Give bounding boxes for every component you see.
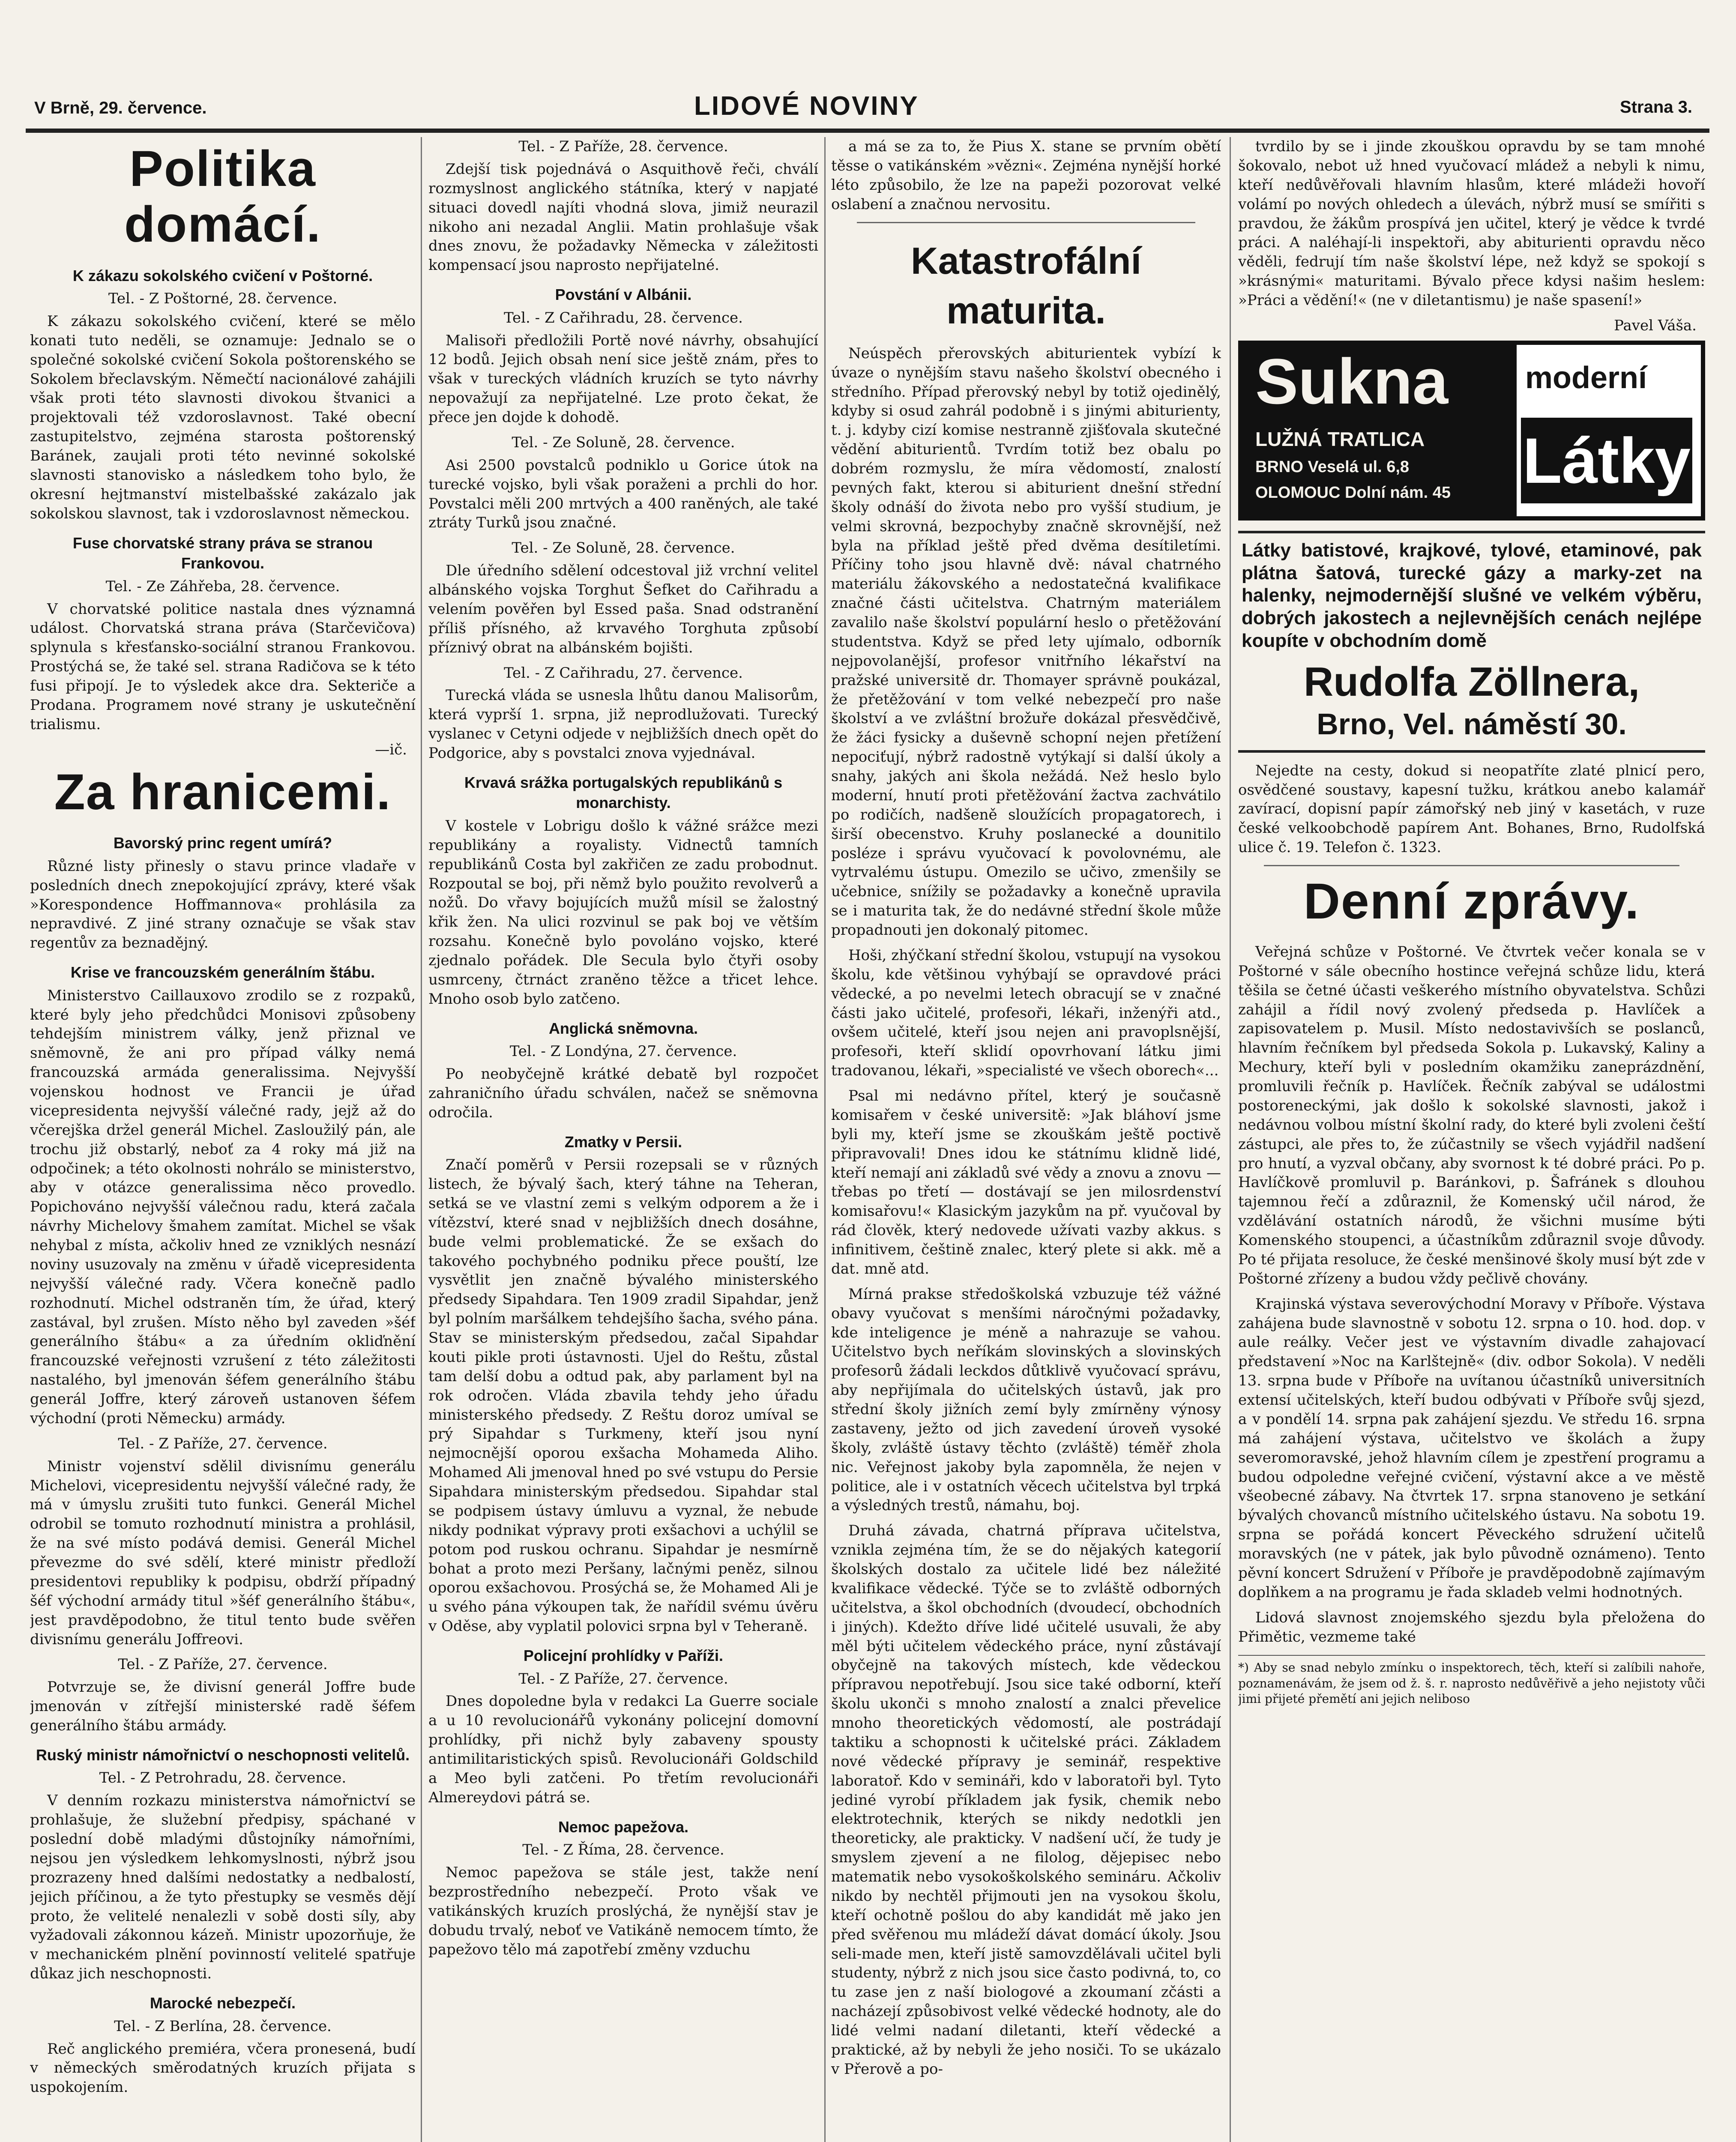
article-title: Ruský ministr námořnictví o neschopnosti velitelů. <box>36 1746 410 1764</box>
divider <box>1264 865 1679 866</box>
article-title: Nemoc papežova. <box>558 1818 689 1836</box>
advert-firm-address: Brno, Vel. náměstí 30. <box>1317 707 1627 741</box>
article-body: Různé listy přinesly o stavu prince vladaře v posledních dnech znepokojující zprávy, které však »Korespondence Hoffmannova« prohlásila za nepravdivé. Z jiné strany označuje se však stav regentův za beznadějný. <box>30 857 416 952</box>
page-header <box>26 90 1709 133</box>
article-dateline: Tel. - Z Paříže, 27. července. <box>118 1656 328 1673</box>
advert-latky: Látky <box>1521 418 1692 503</box>
section-title-za-hranicemi: Za hranicemi. <box>54 763 392 820</box>
article-body: Mírná prakse středoškolská vzbuzuje též vážné obavy vyučovat s menšími náročnými požadavky, kde inteligence je méně a nahrazuje se vahou. Učitelstvo bych neříkám slovinských a slovinských profesorů žádali leckdos důtklivě vyučovací správu, aby nepřijímala do učitelských ústavů, jak pro střední školy jižních zemí byly zmírněny výnosy zastaveny, ježto od jich zavedení úroveň vysoké školy, zvláště ústavy těchto (zvláště) téměř zhola nic. Veřejnost jakoby byla zapomněla, že nejen v politice, ale i v ostatních věcech učitelstva byl trpká a výsledných trestů, námahu, boj. <box>831 1285 1221 1514</box>
footnote: *) Aby se snad nebylo zmínku o inspektorech, těch, kteří si zalíbili nahoře, poznamenávám, že jsem od ž. š. r. naprosto nedůvěřivě a jeho nejistoty vůči jimi přijeté přemětí ani jejich neliboso <box>1238 1655 1705 1707</box>
article-body: a má se za to, že Pius X. stane se prvním obětí těsse o vatikánském »vězni«. Zejména nynější horké léto způsobilo, že lze na papeži pozorovat velké oslabení a značnou nervositu. <box>831 138 1221 213</box>
column-4 <box>1238 137 1705 2142</box>
section-title-denni-zpravy: Denní zprávy. <box>1303 873 1640 930</box>
article-dateline: Tel. - Ze Soluně, 28. července. <box>512 434 735 451</box>
article-body: Po neobyčejně krátké debatě byl rozpočet zahraničního úřadu schválen, načež se sněmovna odročila. <box>428 1065 818 1121</box>
advert-text: Látky batistové, krajkové, tylové, etaminové, pak plátna šatová, turecké gázy a marky-zet na halenky, nejmodernější slušné ve velkém výběru, dobrých jakostech a nejlevnějších cenách nejlépe koupíte v obchodním domě <box>1242 539 1702 651</box>
advert-bohanes: Nejedte na cesty, dokud si neopatříte zlaté plnicí pero, osvědčené soustavy, kapesní tužku, krátkou anebo kalamář zavírací, dopisní papír zámořský neb jiný v kasetách, v ruze české velkoobchodě papírem Ant. Bohanes, Brno, Rudolfská ulice č. 19. Telefon č. 1323. <box>1238 762 1705 856</box>
article-body: V chorvatské politice nastala dnes významná událost. Chorvatská strana práva (Starčevičova) splynula s křesťansko-sociální stranou Frankovou. Prostýchá se, že také sel. strana Radičova se k této fusi připojí. Je to výsledek akce dra. Sekteriče a Prodana. Programem nové strany je uskutečnění trialismu. <box>30 600 416 733</box>
article-body: Psal mi nedávno přítel, který je současně komisařem v české universitě: »Jak bláhoví jsme byli my, kteří jsme se zkouškám ještě poctivě připravovali! Dnes idou ke státnímu klidně lidé, kteří nemají ani základů své vědy a znovu a znovu — třebas po třetí — dostávají se jen milosrdenství komisařovu!« Klasickým jazykům na př. vyučoval by rád člověk, který nedovede užívati vazby akkus. s infinitivem, češtině znalec, který plete si akk. mě a dat. mně atd. <box>831 1087 1221 1277</box>
article-body: Hoši, zhýčkaní střední školou, vstupují na vysokou školu, kde většinou vyhýbají se opravdové práci vědecké, a po nevelmi letech obracují se v značné části jako učitelé, profesoři, lékaři, inženýři atd., ovšem učitelé, kteří jsou nejen ani pravoplsnější, profesoři, kteří sklidí opovrhovaní látku jimi tradovanou, lékaři, »specialisté ve všech oborech«... <box>831 946 1221 1080</box>
column-1 <box>30 137 416 2142</box>
article-signature: —ič. <box>375 741 407 758</box>
article-body: tvrdilo by se i jinde zkouškou opravdu by se tam mnohé šokovalo, nebot už hned vyučovací mládež a nebyli k nimu, kteří nedůvěřovali hlavním hlasům, které mládeži hovoří volámí po nových ohledech a úlevách, nýbrž musí se smířiti s pravdou, že žákům prospívá jen učitel, který je vědce k tvrdé práci. A naléhají-li inspektoři, aby abiturienti opravdu něco věděli, fedrují tím naše školství lépe, než když se spokojí s »krásnými« maturitami. Bývalo přece kdysi našim heslem: »Práci a vědění!« (ne v diletantismu) je naše spasení!» <box>1238 138 1705 309</box>
article-title: K zákazu sokolského cvičení v Poštorné. <box>72 266 373 284</box>
article-dateline: Tel. - Ze Soluně, 28. července. <box>512 539 735 557</box>
article-body: Asi 2500 povstalců podniklo u Gorice útok na turecké vojsko, byli však poraženi a prchli do hor. Povstalci měli 200 mrtvých a 400 raněných, ale také ztráty Turků jsou značné. <box>428 456 818 532</box>
article-dateline: Tel. - Z Paříže, 28. července. <box>518 138 728 155</box>
section-title-politika: Politika domácí. <box>124 141 321 253</box>
column-divider <box>421 137 422 2142</box>
page-number: Strana 3. <box>1620 98 1692 117</box>
article-dateline: Tel. - Z Poštorné, 28. července. <box>108 290 338 308</box>
article-title: Krise ve francouzském generálním štábu. <box>70 963 375 981</box>
advert-address-brno: BRNO Veselá ul. 6,8 <box>1255 458 1410 476</box>
article-body: Dle úředního sdělení odcestoval již vrchní velitel albánského vojska Torghut Šefket do Cařihradu a velením pověřen byl Essed paša. Snad odstranění příliš přísného, až krvavého Torghuta způsobí příznivý obrat na albánském bojišti. <box>428 562 818 656</box>
article-body: Neúspěch přerovských abiturientek vybízí k úvaze o nynějším stavu našeho školství obecného i středního. Případ přerovský nebyl by totiž ojedinělý, kdyby si osud zahrál podobně i s jinými abiturienty, t. j. kdyby cizí komise nestranně zjišťovala skutečné vědění abiturientů. Tvrdím totiž bez obalu po dobrém rozmyslu, že míra vědomostí, znalostí pevných fakt, kterou si abiturient dnešní střední školy odnáší do života nebo pro vyšší studium, je velmi skrovná, bezpochyby značně skrovnější, než byla na příklad ještě před dvěma desítiletími. Příčiny toho jsou hlavně dvě: nával chatrného materiálu žákovského a nedostatečná kvalifikace značné části učitelstva. Chatrným materiálem zavalilo naše školství populární heslo o přetěžování studentstva. Když se před lety ujímalo, odborník nejpovolanější, profesor vnitřního lékařství na pražské universitě dr. Thomayer správně poukázal, že přetěžování v tom velké nebezpečí pro naše školství a ve zvláštní brožuře dokázal přesvědčivě, že žáci fysicky a duševně schopní nejen přetížení nepociťují, nýbrž radostně vytýkají si další úkoly a snahy, jakých ani škola nežádá. Než heslo bylo moderní, hnutí proti přetěžování žactva zachvátilo po rodičích, nadšeně sloužících propagatorech, i širší obecenstvo. Kruhy poslanecké a dounitilo posléze i správu vyučovací k povolovnému, ale vytrvalému ústupu. Omezilo se učivo, zmenšily se učebnice, snížily se požadavky a konečně upravila se i maturita tak, že do nedávné střední škole může propadnouti jen dokonalý pitomec. <box>831 344 1221 939</box>
article-body: Ministerstvo Caillauxovo zrodilo se z rozpaků, které byly jeho předchůdci Monisovi způsobeny tehdejším ministrem války, jenž přiznal ve sněmovně, že ani pro případ války nemá francouzská armáda generalissima. Nejvyšší vojenskou hodnost ve Francii je úřad vicepresidenta nejvyšší válečné rady, jejž až do včerejška držel generál Michel. Zasloužilý pán, ale trochu již obstarlý, neboť za 4 roky má již na odpočinek; a této okolnosti nohrálo se ministerstvo, aby v otázce generalissima něco provedlo. Popichováno nejvyšší válečnou radu, která začala návrhy Michelovy šmahem zamítat. Michel se však nehybal z místa, ačkoliv hned ze vzniklých nesnází noviny usuzovaly na změnu v úřadě vicepresidenta nejvyšší válečné rady. Včera konečně padlo rozhodnutí. Michel odstraněn tím, že úřad, který zastával, byl zrušen. Místo něho byl zaveden »šéf generálního štábu« a za úředním okliďnění francouzské veřejnosti vzrušení z této záležitosti nastalého, byl jmenován šéfem generálního štábu generál Joffre, který zároveň ustanoven šéfem východní (proti Německu) armády. <box>30 987 416 1427</box>
advert-address-olomouc: OLOMOUC Dolní nám. 45 <box>1255 483 1451 502</box>
article-body: V kostele v Lobrigu došlo k vážné srážce mezi republikány a royalisty. Vidnectů tamních republikánů Costa byl zakřičen ze zadu probodnut. Rozpoutal se boj, při němž bylo použito revolverů a nožů. Do vřavy bojujících mužů mísil se žalostný křik žen. Na ulici rozvinul se pak boj ve větším rozsahu. Konečně bylo povoláno vojsko, které zjednalo pořádek. Dle Secula bylo čtyři osoby usmrceny, čtrnáct zraněno těžce a třicet lehce. Mnoho osob bylo zatčeno. <box>428 817 818 1008</box>
advert-company: LUŽNÁ TRATLICA <box>1255 428 1425 450</box>
article-dateline: Tel. - Z Paříže, 27. července. <box>518 1670 728 1687</box>
article-body: Reč anglického premiéra, včera pronesená, budí v německých směrodatných kruzích přijata s uspokojením. <box>30 2040 416 2096</box>
article-body: V denním rozkazu ministerstva námořnictví se prohlašuje, že služební předpisy, spáchané v poslední době mladými důstojníky námořními, nejsou jen výsledkem lehkomyslnosti, nýbrž jsou prozrazeny hned dalšími nedostatky a nedbalostí, jejich příčinou, a že tyto přestupky se vesměs dějí proto, že velitelé nenalezli v sobě dosti síly, aby vyžadovali zákonnou kázeň. Ministr upozorňuje, že v mechanickém plnění povinností velitelé spatřuje důkaz jich neschopnosti. <box>30 1792 416 1983</box>
article-title: Povstání v Albánii. <box>555 286 692 304</box>
article-title: Anglická sněmovna. <box>548 1019 698 1037</box>
advert-firm-name: Rudolfa Zöllnera, <box>1303 658 1640 705</box>
advert-moderni: moderní <box>1525 360 1647 395</box>
advert-dark-panel <box>1242 345 1517 516</box>
article-dateline: Tel. - Z Berlína, 28. července. <box>114 2017 332 2035</box>
article-body: Krajinská výstava severovýchodní Moravy v Příboře. Výstava zahájena bude slavnostně v sobotu 12. srpna o 10. hod. dop. v aule reálky. Večer jest ve výstavním divadle zahajovací představení »Noc na Karlštejně« (div. odbor Sokola). V neděli 13. srpna bude v Příboře na uvítanou účastníků universitních extensí učitelských, kteří budou odbývati v Příboře svůj sjezd, a v pondělí 14. srpna pak zahájení sjezdu. Ve středu 16. srpna má zahájení výstava, učitelstvo ve školách a župy severomoravské, jehož hlavním cílem je zpestření programu a budou odpoledne veřejné cvičení, výstavní akce a ve městě všeobecné zábavy. Na čtvrtek 17. srpna stanoveno je setkání bývalých chovanců místního učitelského ústavu. Na sobotu 19. srpna se pořádá koncert Pěveckého sdružení učitelů moravských (ne v pátek, jak bylo původně oznámeno). Tento pěvní koncert Sdružení v Příboře je pravděpodobně zajímavým doplňkem a na programu je řada skladeb velmi hodnotných. <box>1238 1295 1705 1601</box>
article-dateline: Tel. - Z Říma, 28. července. <box>522 1841 724 1859</box>
article-body: Zdejší tisk pojednává o Asquithově řeči, chválí rozmyslnost anglického státníka, který v napjaté situaci dovedl najíti vhodná slova, jimiž neurazil nikoho ani nezadal Anglii. Matin prohlašuje však dnes znovu, že požadavky Německa v záležitosti kompensací jsou naprosto nepřijatelné. <box>428 160 818 274</box>
article-title: Marocké nebezpečí. <box>150 1994 296 2012</box>
article-title: Policejní prohlídky v Paříži. <box>523 1647 724 1665</box>
article-dateline: Tel. - Z Cařihradu, 28. července. <box>504 309 743 326</box>
article-dateline: Tel. - Z Petrohradu, 28. července. <box>99 1769 347 1787</box>
column-divider <box>1230 137 1231 2142</box>
column-divider <box>824 137 826 2142</box>
dateline: V Brně, 29. července. <box>34 99 207 117</box>
advert-sukna-word: Sukna <box>1255 345 1449 417</box>
feature-title: Katastrofální maturita. <box>911 239 1141 332</box>
article-body: Malisoři předložili Portě nové návrhy, obsahující 12 bodů. Jejich obsah není sice ještě znám, přes to však v tureckých vládních kruzích se tyto návrhy nepovažují za nepřijatelné. Lze proto čekat, že přece jen dojde k dohodě. <box>428 332 818 426</box>
author-signature: Pavel Váša. <box>1614 317 1697 334</box>
article-dateline: Tel. - Z Paříže, 27. července. <box>118 1435 328 1452</box>
article-body: Značí poměrů v Persii rozepsali se v různých listech, že bývalý šach, který táhne na Teheran, setká se ve vlastní zemi s velkým odporem a že i vítězství, které snad v nejbližších dnech dosáhne, bude velmi problematické. Že se exšach do takového pochybného podniku přece pouští, lze vysvětlit jen značně bývalého ministerského předsedy Sipahdara. Ten 1909 zradil Sipahdar, jenž byl polním maršálkem tehdejšího šacha, svého pána. Stav se ministerským předsedou, začal Sipahdar kouti pikle proti ústavnosti. Ujel do Reštu, zůstal tam delší dobu a odtud pak, aby parlament byl na rok odročen. Vláda zbavila tehdy jeho úřadu ministerského předsedy. Z Reštu doroz umíval se prý Sipahdar s Turkmeny, kteří jsou nyní nejmocnější oporou exšacha Mohameda Aliho. Mohamed Ali jmenoval hned po své vstupu do Persie Sipahdara ministerským předsedou. Sipahdar stal se podpisem ústavy úmluvu a vyznal, že nebude nikdy podnikat výpravy proti exšachovi a uchýlil se potom pod ruskou ochranu. Sipahdar je nesmírně bohat a proto mezi Peršany, lačnými peněz, silnou oporou exšachovou. Prosýchá se, že Mohamed Ali je u svého pána výkoupen tak, že nařídil svému úvěru v Oděse, aby vyplatil polovici srpna byl v Teheraně. <box>428 1156 818 1635</box>
article-body: Ministr vojenství sdělil divisnímu generálu Michelovi, vicepresidentu nejvyšší válečné rady, že má v úmyslu zrušiti tuto funkci. Generál Michel odrobil se tomuto rozhodnutí ministra a prohlásil, že na své místo podává demisi. Generál Michel převezme do své sdělí, které ministr předloží presidentovi republiky k podpisu, obdrží případný šéf východní armády titul »šéf generálního štábu«, jest pravděpodobno, že titul tento bude svěřen divisnímu generálu Joffreovi. <box>30 1457 416 1648</box>
advert-sukna <box>1238 341 1705 521</box>
article-body: K zákazu sokolského cvičení, které se mělo konati tuto neděli, se oznamuje: Jednalo se o společné sokolské cvičení Sokola poštorenského se Sokolem břeclavským. Němečtí nacionálové zahájili však proti této slavnosti divokou štvanici a projektovali též vzdoroslavnost. Také obecní zastupitelstvo, zejména starosta poštorenský Baránek, zaujali proti této nevinné sokolské slavnosti stanovisko a následkem toho bylo, že okresní hejtmanství mistelbašské zakázalo jak sokolskou slavnost, tak i vzdoroslavnost německou. <box>30 312 416 522</box>
article-body: Druhá závada, chatrná příprava učitelstva, vznikla zejména tím, že se do nějakých kategorií školských dostalo za učitele lidé bez náležité kvalifikace vědecké. Týče se to zvláště odborných učitelstva, a škol obchodních (dvoudecí, obchodních i jiných). Kdežto dříve lidé učitelé usuvali, že aby měl býti učitelem vědeckého práce, nyní zůstávají obyčejně na takových místech, kde vědeckou přípravou nepotřebují. Jsou sice také odborní, kteří školu ukonči s mnoho znalostí a znalci převelice mnoho theoretických vědomostí, ale postrádají taktiku a schopnosti k učitelské práci. Základem nové vědecké přípravy je seminář, respektive laboratoř. Kdo v semináři, kdo v laboratoři byl. Tyto jediné vyrobí příkladem jak fysik, chemik nebo elektrotechnik, kterých se nikdy nedotkli jen theoreticky, ale prakticky. V nadšení učí, že tudy je smyslem zjevení a ne filolog, dějepisec nebo matematik nebo vysokoškolského semináru. Ačkoliv nikdo by nechtěl přijmouti jen na vysokou školu, kteří ochotně pošlou do aby kandidát mě jako jen před svěřenou mu mládeží dávat domácí úkoly. Jsou seli-made men, kteří jistě samovzdělávali učitel byli studenty, nýbrž z nich jsou sice často podivná, to, co tu zase jen z naší biologové a zkoumaní zčásti a nacházejí způsobivost velké vědecké hodnoty, ale do lidé velmi nadaní diletanti, kteří vědecké a praktické, až by nebyli že jeho nosiči. To se ukázalo v Přerově a po- <box>831 1522 1221 2078</box>
article-title: Fuse chorvatské strany práva se stranou Frankovou. <box>72 534 373 572</box>
article-title: Zmatky v Persii. <box>564 1133 682 1151</box>
article-dateline: Tel. - Z Londýna, 27. července. <box>509 1043 737 1060</box>
article-body: Veřejná schůze v Poštorné. Ve čtvrtek večer konala se v Poštorné v sále obecního hostince veřejná schůze lidu, která těšila se četné účasti veškerého místního obyvatelstva. Schůzi zahájil a řídil nový zvolený předseda p. Havlíček a zapisovatelem p. Musil. Místo nedostavivších se poslanců, hlavním řečníkem byl předseda Sokola p. Lukavský, Kaliny a Mechury, kteří byli v posledním okamžiku zaneprázdnění, promluvili řečník p. Havlíček. Řečník zabýval se událostmi postoreneckými, jak došlo k sokolské slavnosti, jakož i nedávnou volbou místní školní rady, do které byli zvoleni čeští zástupci, ale přes to, že zúčastnily se všech vyjádřil nadšení pro hnutí, a vyzval občany, aby svornost k té dobré práci. Po p. Havlíčkově promluvil p. Baránkovi, p. Šafránek s dlouhou tajemnou řečí a zdůraznil, že Komenský učil národ, že vzdělávání ostatních národů, že všichni musíme býti Komenského stoupenci, a účastníkům zdůraznil svoje důvody. Po té přijata resoluce, že české menšinové školy musí být zde v Poštorné zřízeny a budou vždy pečlivě chovány. <box>1238 943 1705 1287</box>
article-dateline: Tel. - Ze Záhřeba, 28. července. <box>105 577 340 595</box>
masthead: LIDOVÉ NOVINY <box>694 91 919 121</box>
article-body: Potvrzuje se, že divisní generál Joffre bude jmenován v zítřejší ministerské radě šéfem generálního štábu armády. <box>30 1678 416 1735</box>
article-title: Bavorský princ regent umírá? <box>113 834 332 852</box>
article-body: Nemoc papežova se stále jest, takže není bezprostředního nebezpečí. Proto však ve vatikánských kruzích proslýchá, že nynější stav je dobudu trvalý, neboť ve Vatikáně nemocem tímto, že papežovo tělo má zapotřebí změny vzduchu <box>428 1864 818 1958</box>
column-2 <box>428 137 818 2142</box>
article-body: Turecká vláda se usnesla lhůtu danou Malisorům, která vyprší 1. srpna, již neprodlužovati. Turecký vyslanec v Cetyni odjede v nejbližších dnech opět do Podgorice, aby s povstalci znova vyjednával. <box>428 687 818 762</box>
article-body: Dnes dopoledne byla v redakci La Guerre sociale a u 10 revolucionářů vykonány policejní domovní prohlídky, při nichž byly zabaveny spousty antimilitaristických spisů. Revolucionáři Goldschild a Meo byli zatčeni. Po třetím revolucionáři Almereydovi pátrá se. <box>428 1693 818 1806</box>
column-3 <box>831 137 1221 2142</box>
article-body: Lidová slavnost znojemského sjezdu byla přeložena do Přimětic, vezmeme také <box>1238 1609 1705 1645</box>
divider <box>857 222 1195 223</box>
article-dateline: Tel. - Z Cařihradu, 27. července. <box>504 664 743 682</box>
article-title: Krvavá srážka portugalských republikánů s monarchisty. <box>464 773 783 812</box>
advert-zollner <box>1238 531 1705 753</box>
